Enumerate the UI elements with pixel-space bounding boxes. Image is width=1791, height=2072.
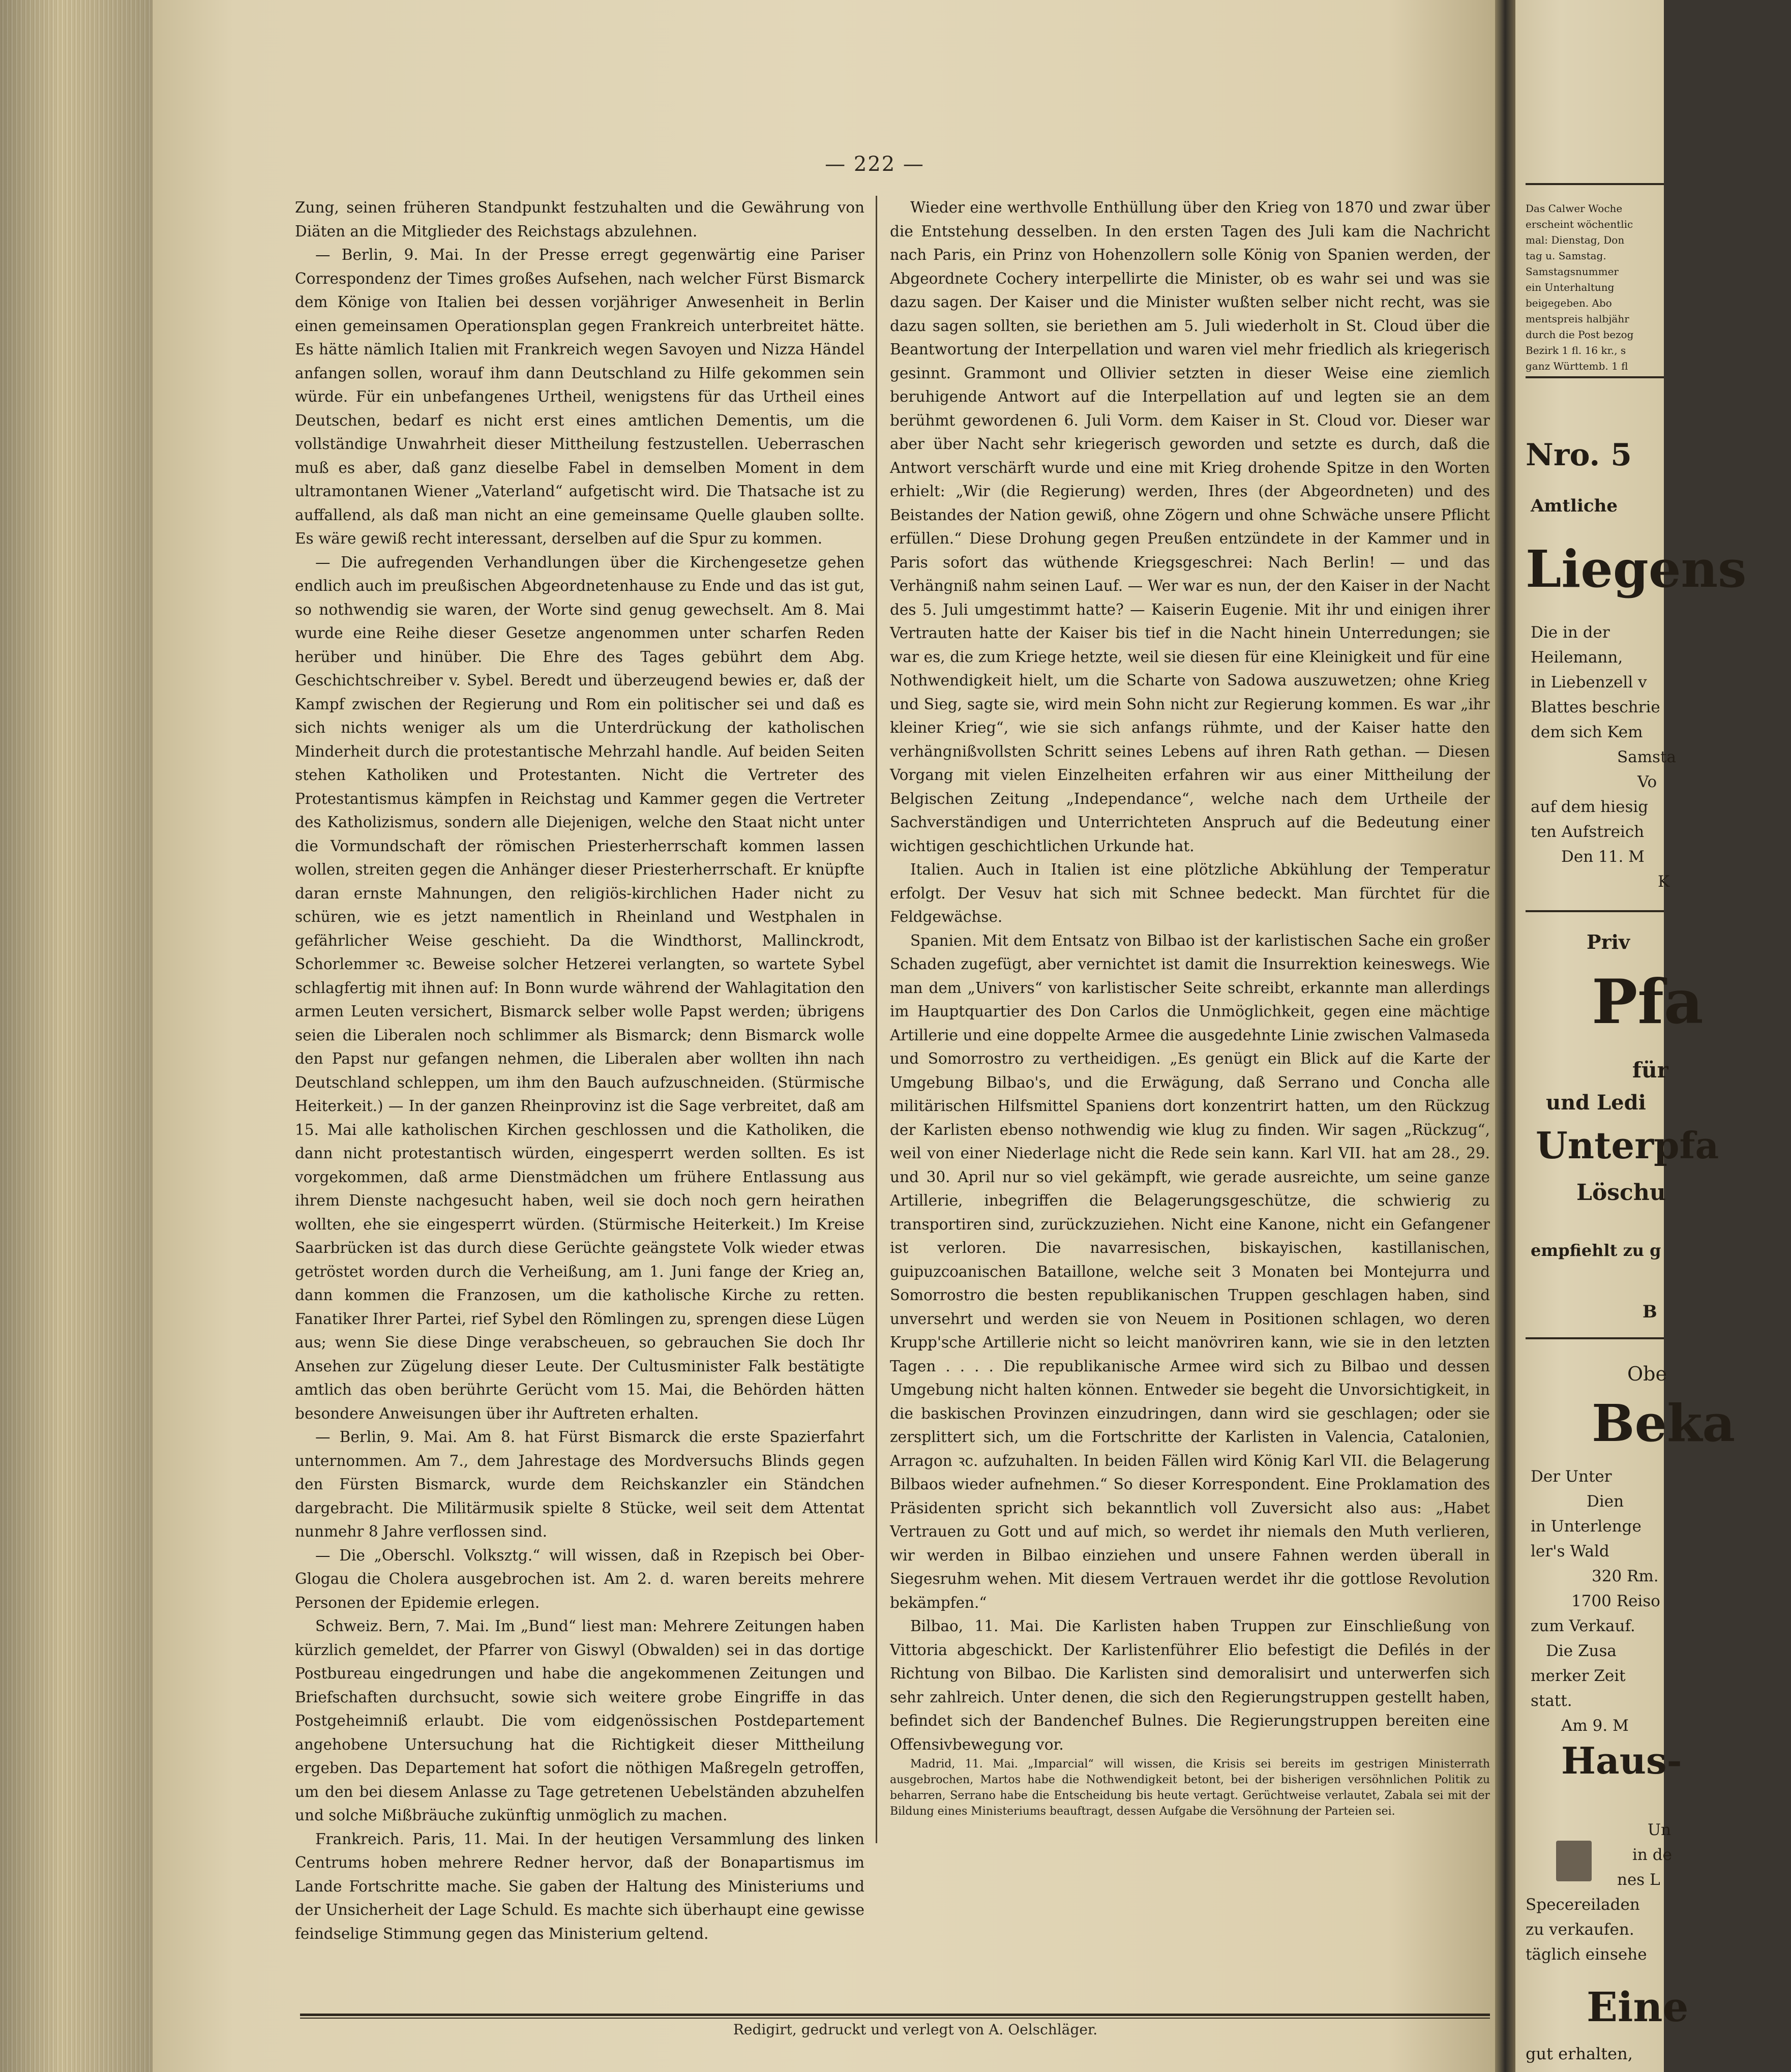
text-empfiehlt: empfiehlt zu g bbox=[1531, 1241, 1661, 1260]
section-rule bbox=[1526, 1337, 1664, 1339]
notice-line: K bbox=[1658, 873, 1670, 891]
text-gut-erhalten: gut erhalten, bbox=[1526, 2044, 1633, 2063]
notice-line: zum Verkauf. bbox=[1531, 1617, 1635, 1635]
notice-line: in Unterlenge bbox=[1531, 1517, 1641, 1536]
notice-text-3 bbox=[1617, 1818, 1766, 1893]
article-frankreich: Frankreich. Paris, 11. Mai. In der heutigen Versammlung des linken Centrums hoben mehrere Redner hervor, daß der Bonapartismus im Lande Fortschritte mache. Sie gaben der Haltung des Ministeriums und der Unsicherheit der Lage Schuld. Es machte sich überhaupt eine gewisse feindselige Stimmung gegen das Ministerium geltend. bbox=[295, 1830, 864, 1942]
notice-line: ten Aufstreich bbox=[1531, 823, 1645, 841]
article-berlin-times: — Berlin, 9. Mai. In der Presse erregt gegenwärtig eine Pariser Correspondenz der Times großes Aufsehen, nach welcher Fürst Bismarck dem Könige von Italien bei dessen vorjähriger Anwesenheit in Berlin einen gemeinsamen Operationsplan gegen Frankreich unterbreitet hätte. Es hätte nämlich Italien mit Frankreich wegen Savoyen und Nizza Händel anfangen sollen, worauf ihm dann Deutschland zu Hilfe gekommen sein würde. Für ein unbefangenes Urtheil, wenigstens für das Urtheil eines Deutschen, bedarf es nicht erst eines amtlichen Dementis, um die vollständige Unwahrheit dieser Mittheilung festzustellen. Ueberraschen muß es aber, daß ganz dieselbe Fabel in demselben Moment in dem ultramontanen Wiener „Vaterland“ aufgetischt wird. Die Thatsache ist zu auffallend, als daß man nicht an eine gemeinsame Quelle glauben sollte. Es wäre gewiß recht interessant, derselben auf die Spur zu kommen. bbox=[295, 246, 864, 547]
notice-line: Blattes beschrie bbox=[1531, 698, 1660, 716]
header-line: mal: Dienstag, Don bbox=[1526, 234, 1625, 246]
header-line: Bezirk 1 fl. 16 kr., s bbox=[1526, 344, 1626, 356]
bottom-rule bbox=[300, 2014, 1490, 2016]
article-spanien: Spanien. Mit dem Entsatz von Bilbao ist der karlistischen Sache ein großer Schaden zugefügt, aber vernichtet ist damit die Insurrektion keineswegs. Wie man dem „Univers“ von karlistischer Seite schreibt, erkannte man allerdings im Hauptquartier des Don Carlos die Unmöglichkeit, gegen eine mächtige Artillerie und eine doppelte Armee die ausgedehnte Linie zwischen Valmaseda und Somorrostro zu vertheidigen. „Es genügt ein Blick auf die Karte der Umgebung Bilbao's, und die Erwägung, daß Serrano und Concha alle militärischen Hilfsmittel Spaniens dort konzentrirt hatten, um den Rückzug der Karlisten ebenso nothwendig wie klug zu finden. Wir sagen „Rückzug“, weil von einer Niederlage nicht die Rede sein kann. Karl VII. hat am 28., 29. und 30. April nur so viel gekämpft, wie gerade ausreichte, um seine ganze Artillerie, inbegriffen die Belagerungsgeschütze, die schwierig zu transportiren sind, zurückzuziehen. Nicht eine Kanone, nicht ein Gefangener ist verloren. Die navarresischen, biskayischen, kastillanischen, guipuzcoanischen Bataillone, welche seit 3 Monaten bei Montejurra und Somorrostro die besten republikanischen Truppen geschlagen haben, sind unversehrt und werden sie von Neuem in Positionen schlagen, wo deren Krupp'sche Artillerie nicht so leicht manövriren kann, wie sie in den letzten Tagen . . . . Die republikanische Armee wird sich zu Bilbao und dessen Umgebung nicht halten können. Entweder sie begeht die Unvorsichtigkeit, in die baskischen Provinzen einzudringen, dann wird sie geschlagen; oder sie zersplittert sich, um die Fortschritte der Karlisten in Valencia, Catalonien, Arragon ꝛc. aufzuhalten. In beiden Fällen wird König Karl VII. die Belagerung Bilbaos wieder aufnehmen.“ So dieser Korrespondent. Eine Proklamation des Präsidenten spricht sich bekanntlich voll Zuversicht also aus: „Habet Vertrauen zu Gott und auf mich, so werdet ihr niemals den Muth verlieren, wir werden in Bilbao einziehen und unsere Fahnen werden überall in Siegesruhm wehen. Mit diesem Vertrauen werdet ihr die gottlose Revolution bekämpfen.“ bbox=[890, 932, 1490, 1611]
notice-line: statt. bbox=[1531, 1692, 1572, 1710]
notice-text-4 bbox=[1526, 1893, 1674, 1967]
header-line: erscheint wöchentlic bbox=[1526, 218, 1633, 230]
notice-line: Die in der bbox=[1531, 623, 1610, 642]
notice-line: Den 11. M bbox=[1561, 848, 1645, 866]
heading-beka: Beka bbox=[1592, 1393, 1736, 1453]
article-kirchengesetze: — Die aufregenden Verhandlungen über die Kirchengesetze gehen endlich auch im preußischen Abgeordnetenhause zu Ende und das ist gut, so nothwendig sie waren, der Worte sind genug gewechselt. Am 8. Mai wurde eine Reihe dieser Gesetze angenommen unter scharfen Reden herüber und hinüber. Die Ehre des Tages gebührt dem Abg. Geschichtschreiber v. Sybel. Beredt und überzeugend bewies er, daß der Kampf zwischen der Regierung und Rom ein politischer sei und daß es sich nichts weniger als um die Unterdrückung der katholischen Minderheit durch die protestantische Mehrzahl handle. Auf beiden Seiten stehen Katholiken und Protestanten. Nicht die Vertreter des Protestantismus kämpfen in Reichstag und Kammer gegen die Vertreter des Katholizismus, sondern alle Diejenigen, welche den Staat nicht unter die Vormundschaft der römischen Priesterherrschaft kommen lassen wollen, streiten gegen die Anhänger dieser Priesterherrschaft. Er knüpfte daran ernste Mahnungen, den religiös-kirchlichen Hader nicht zu schüren, wie es jetzt namentlich in Rheinland und Westphalen in gefährlicher Weise geschieht. Da die Windthorst, Mallinckrodt, Schorlemmer ꝛc. Beweise solcher Hetzerei verlangten, so wartete Sybel schlagfertig mit ihnen auf: In Bonn wurde während der Wahlagitation den armen Leuten versichert, Bismarck selber wolle Papst werden; übrigens seien die Liberalen noch schlimmer als Bismarck; denn Bismarck wolle den Papst nur gefangen nehmen, die Liberalen aber wollten ihn nach Deutschland schleppen, um ihm den Bauch aufzuschneiden. (Stürmische Heiterkeit.) — In der ganzen Rheinprovinz ist die Sage verbreitet, daß am 15. Mai alle katholischen Kirchen geschlossen und die Katholiken, die dann nicht protestantisch würden, eingesperrt werden sollten. Es ist vorgekommen, daß arme Dienstmädchen um frühere Entlassung aus ihrem Dienste nachgesucht haben, weil sie doch noch gern heirathen wollten, ehe sie eingesperrt würden. (Stürmische Heiterkeit.) Im Kreise Saarbrücken ist das durch diese Gerüchte geängstete Volk wieder etwas getröstet worden durch die Verheißung, am 1. Juni fange der Krieg an, dann kommen die Franzosen, um die katholische Kirche zu retten. Fanatiker Ihrer Partei, rief Sybel den Römlingen zu, sprengen diese Lügen aus; wenn Sie diese Dinge verabscheuen, so gebrauchen Sie doch Ihr Ansehen zur Zügelung dieser Leute. Der Cultusminister Falk bestätigte amtlich das oben berührte Gerücht vom 15. Mai, die Behörden hätten besondere Anweisungen über ihr Auftreten erhalten. bbox=[295, 553, 864, 1422]
notice-line: Die Zusa bbox=[1546, 1642, 1617, 1660]
notice-line: Am 9. M bbox=[1561, 1717, 1629, 1735]
header-line: ganz Württemb. 1 fl bbox=[1526, 360, 1628, 372]
header-line: mentspreis halbjähr bbox=[1526, 313, 1629, 325]
text-obe: Obe bbox=[1627, 1363, 1667, 1385]
book-page-edges bbox=[0, 0, 153, 2072]
notice-line: Dien bbox=[1587, 1492, 1624, 1511]
issue-number: Nro. 5 bbox=[1526, 437, 1632, 473]
heading-liegens: Liegens bbox=[1526, 539, 1747, 599]
article-schweiz: Schweiz. Bern, 7. Mai. Im „Bund“ liest man: Mehrere Zeitungen haben kürzlich gemeldet, der Pfarrer von Giswyl (Obwalden) sei in das dortige Postbureau eingedrungen und habe die angekommenen Zeitungen und Briefschaften durchsucht, sowie sich weitere grobe Eingriffe in das Postgeheimniß erlaubt. Die vom eidgenössischen Postdepartement angehobene Untersuchung hat die Richtigkeit dieser Mittheilung ergeben. Das Departement hat sofort die nöthigen Maßregeln getroffen, um den bei diesem Anlasse zu Tage getretenen Uebelständen abzuhelfen und solche Mißbräuche zukünftig unmöglich zu machen. bbox=[295, 1617, 864, 1824]
text-loeschu: Löschu bbox=[1576, 1180, 1666, 1206]
left-column bbox=[295, 196, 864, 1942]
notice-line: Der Unter bbox=[1531, 1467, 1612, 1486]
header-line: beigegeben. Abo bbox=[1526, 297, 1612, 309]
page-number: — 222 — bbox=[825, 153, 924, 176]
article-text: Zung, seinen früheren Standpunkt festzuhalten und die Gewährung von Diäten an die Mitglieder des Reichstags abzulehnen. bbox=[295, 199, 864, 240]
section-rule bbox=[1526, 910, 1664, 912]
notice-line: 1700 Reiso bbox=[1571, 1592, 1660, 1610]
heading-pfa: Pfa bbox=[1592, 966, 1704, 1038]
heading-eine: Eine bbox=[1587, 1983, 1689, 2031]
notice-text-1 bbox=[1531, 620, 1679, 894]
notice-line: Samsta bbox=[1617, 748, 1676, 766]
section-priv: Priv bbox=[1587, 930, 1630, 953]
notice-line: merker Zeit bbox=[1531, 1667, 1626, 1685]
heading-haus: Haus- bbox=[1561, 1739, 1682, 1782]
notice-line: Vo bbox=[1637, 773, 1657, 791]
text-b: B bbox=[1643, 1302, 1657, 1322]
article-italien: Italien. Auch in Italien ist eine plötzliche Abkühlung der Temperatur erfolgt. Der Vesuv hat sich mit Schnee bedeckt. Man fürchtet für die Feldgewächse. bbox=[890, 861, 1490, 925]
next-page-header bbox=[1526, 201, 1674, 374]
notice-line: 320 Rm. bbox=[1592, 1567, 1659, 1585]
notice-line: auf dem hiesig bbox=[1531, 798, 1649, 816]
right-column bbox=[890, 196, 1490, 1818]
article-cholera: — Die „Oberschl. Volksztg.“ will wissen, daß in Rzepisch bei Ober-Glogau die Cholera ausgebrochen ist. Am 2. d. waren bereits mehrere Personen der Epidemie erlegen. bbox=[295, 1546, 864, 1611]
header-line: ein Unterhaltung bbox=[1526, 281, 1615, 293]
article-madrid: Madrid, 11. Mai. „Imparcial“ will wissen, die Krisis sei bereits im gestrigen Ministerrath ausgebrochen, Martos habe die Nothwendigkeit betont, bei der bisherigen versöhnlichen Politik zu beharren, Serrano habe die Entscheidung bis heute vertagt. Gerüchtweise verlautet, Zabala sei mit der Bildung eines Ministeriums beauftragt, dessen Aufgabe die Versöhnung der Parteien sei. bbox=[890, 1758, 1490, 1818]
header-line: tag u. Samstag. bbox=[1526, 250, 1606, 262]
notice-line: in de bbox=[1632, 1846, 1672, 1864]
article-krieg-1870: Wieder eine werthvolle Enthüllung über den Krieg von 1870 und zwar über die Entstehung desselben. In den ersten Tagen des Juli kam die Nachricht nach Paris, ein Prinz von Hohenzollern solle König von Spanien werden, der Abgeordnete Cochery interpellirte die Minister, ob es wahr sei und was sie dazu sagen. Der Kaiser und die Minister wußten selber nicht recht, was sie dazu sagen sollten, sie beriethen am 5. Juli wiederholt in St. Cloud über die Beantwortung der Interpellation und waren viel mehr friedlich als kriegerisch gesinnt. Grammont und Ollivier setzten in dieser Weise eine ziemlich beruhigende Antwort auf die Interpellation auf und legten sie an dem berühmt gewordenen 6. Juli Vorm. dem Kaiser in St. Cloud vor. Dieser war aber über Nacht sehr kriegerisch geworden und setzte es durch, daß die Antwort verschärft wurde und eine mit Krieg drohende Spitze in den Worten erhielt: „Wir (die Regierung) werden, Ihres (der Abgeordneten) und des Beistandes der Nation gewiß, ohne Zögern und ohne Schwäche unsere Pflicht erfüllen.“ Diese Drohung gegen Preußen entzündete in der Kammer und in Paris sofort das wüthende Kriegsgeschrei: Nach Berlin! — und das Verhängniß nahm seinen Lauf. — Wer war es nun, der den Kaiser in der Nacht des 5. Juli umgestimmt hatte? — Kaiserin Eugenie. Mit ihr und einigen ihrer Vertrauten hatte der Kaiser bis tief in die Nacht hinein Unterredungen; sie war es, die zum Kriege hetzte, weil sie diesen für eine Kleinigkeit und für eine Nothwendigkeit hielt, um die Scharte von Sadowa auszuwetzen; ohne Krieg und Sieg, sagte sie, wird mein Sohn nicht zur Regierung kommen. Es war „ihr kleiner Krieg“, wie sie sich anfangs rühmte, und der Kaiser hatte den verhängnißvollsten Schritt seines Lebens auf ihren Rath gethan. — Diesen Vorgang mit vielen Einzelheiten erfahren wir aus einer Mittheilung der Belgischen Zeitung „Independance“, welche nach dem Urtheile der Sachverständigen und Unterrichteten Anspruch auf die Bedeutung einer wichtigen geschichtlichen Urkunde hat. bbox=[890, 199, 1490, 855]
notice-line: zu verkaufen. bbox=[1526, 1920, 1634, 1939]
text-fuer: für bbox=[1632, 1058, 1668, 1083]
header-top-rule bbox=[1526, 183, 1664, 185]
notice-line: Un bbox=[1648, 1821, 1671, 1839]
notice-text-2 bbox=[1531, 1464, 1679, 1738]
header-line: durch die Post bezog bbox=[1526, 328, 1634, 341]
next-page bbox=[1515, 0, 1747, 2072]
imprint: Redigirt, gedruckt und verlegt von A. Oelschläger. bbox=[733, 2021, 1098, 2038]
notice-line: in Liebenzell v bbox=[1531, 673, 1647, 692]
section-amtliche: Amtliche bbox=[1531, 496, 1618, 516]
heading-unterpfa: Unterpfa bbox=[1536, 1124, 1719, 1167]
header-line: Samstagsnummer bbox=[1526, 265, 1619, 278]
bottom-rule-thin bbox=[300, 2018, 1490, 2019]
notice-line: Specereiladen bbox=[1526, 1896, 1640, 1914]
notice-line: ler's Wald bbox=[1531, 1542, 1609, 1560]
article-bilbao: Bilbao, 11. Mai. Die Karlisten haben Truppen zur Einschließung von Vittoria abgeschickt. Der Karlistenführer Elio befestigt die Defilés in der Richtung von Bilbao. Die Karlisten sind demoralisirt und unterwerfen sich sehr zahlreich. Unter denen, die sich den Regierungstruppen gestellt haben, befindet sich der Bandenchef Bulnes. Die Regierungstruppen bereiten eine Offensivbewegung vor. bbox=[890, 1617, 1490, 1753]
notice-line: Heilemann, bbox=[1531, 648, 1623, 667]
notice-line: nes L bbox=[1617, 1871, 1660, 1889]
notice-line: täglich einsehe bbox=[1526, 1945, 1647, 1964]
text-und-ledi: und Ledi bbox=[1546, 1091, 1646, 1115]
column-divider bbox=[876, 196, 877, 1843]
header-line: Das Calwer Woche bbox=[1526, 202, 1623, 215]
notice-line: dem sich Kem bbox=[1531, 723, 1643, 741]
book-gutter bbox=[1495, 0, 1515, 2072]
article-berlin-bismarck: — Berlin, 9. Mai. Am 8. hat Fürst Bismarck die erste Spazierfahrt unternommen. Am 7., dem Jahrestage des Mordversuchs Blinds gegen den Fürsten Bismarck, wurde dem Reichskanzler ein Ständchen dargebracht. Die Militärmusik spielte 8 Stücke, weil seit dem Attentat nunmehr 8 Jahre verflossen sind. bbox=[295, 1428, 864, 1540]
header-bottom-rule bbox=[1526, 376, 1664, 378]
house-icon bbox=[1556, 1841, 1592, 1881]
